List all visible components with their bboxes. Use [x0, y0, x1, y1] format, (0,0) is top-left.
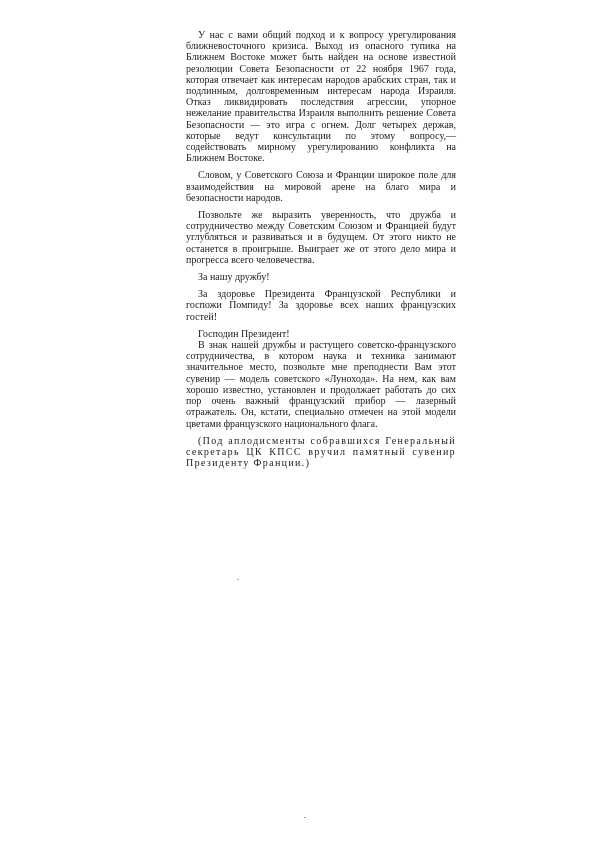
toast-health: За здоровье Президента Французской Республики и госпожи Помпиду! За здоровье всех наших французских гостей!	[186, 289, 456, 323]
address-president: Господин Президент!	[198, 328, 290, 340]
paragraph-middle-east: У нас с вами общий подход и к вопросу урегулирования ближневосточного кризиса. Выход из опасного тупика на Ближнем Востоке может быть найден на основе известной резолюции Совета Безопасности от 22 ноября 1967 года, которая отвечает как интересам народов арабских стран, так и подлинным, долговременным интересам народа Израиля. Отказ ликвидировать последствия агрессии, упорное нежелание правительства Израиля выполнить решение Совета Безопасности — это игра с огнем. Долг четырех держав, которые ведут консультации по этому вопросу,— содействовать мирному урегулированию конфликта на Ближнем Востоке.	[186, 30, 456, 165]
paragraph-cooperation: Словом, у Советского Союза и Франции широкое поле для взаимодействия на мировой арене на благо мира и безопасности народов.	[186, 170, 456, 204]
paragraph-friendship: Позвольте же выразить уверенность, что дружба и сотрудничество между Советским Союзом и Францией будут углубляться и развиваться и в будущем. От этого никто не останется в проигрыше. Выиграет же от этого дело мира и прогресса всего человечества.	[186, 210, 456, 266]
stage-direction-caption: (Под аплодисменты собравшихся Генеральный секретарь ЦК КПСС вручил памятный сувенир Президенту Франции.)	[186, 435, 456, 470]
scan-speck	[237, 579, 239, 580]
text-column	[186, 30, 456, 469]
scan-speck	[304, 817, 306, 818]
toast-friendship: За нашу дружбу!	[198, 272, 270, 284]
paragraph-lunokhod: В знак нашей дружбы и растущего советско-французского сотрудничества, в котором наука и техника занимают значительное место, позвольте мне преподнести Вам этот сувенир — модель советского «Лунохода». На нем, как вам хорошо известно, установлен и продолжает работать до сих пор очень важный французский прибор — лазерный отражатель. Он, кстати, специально отмечен на этой модели цветами французского национального флага.	[186, 340, 456, 430]
